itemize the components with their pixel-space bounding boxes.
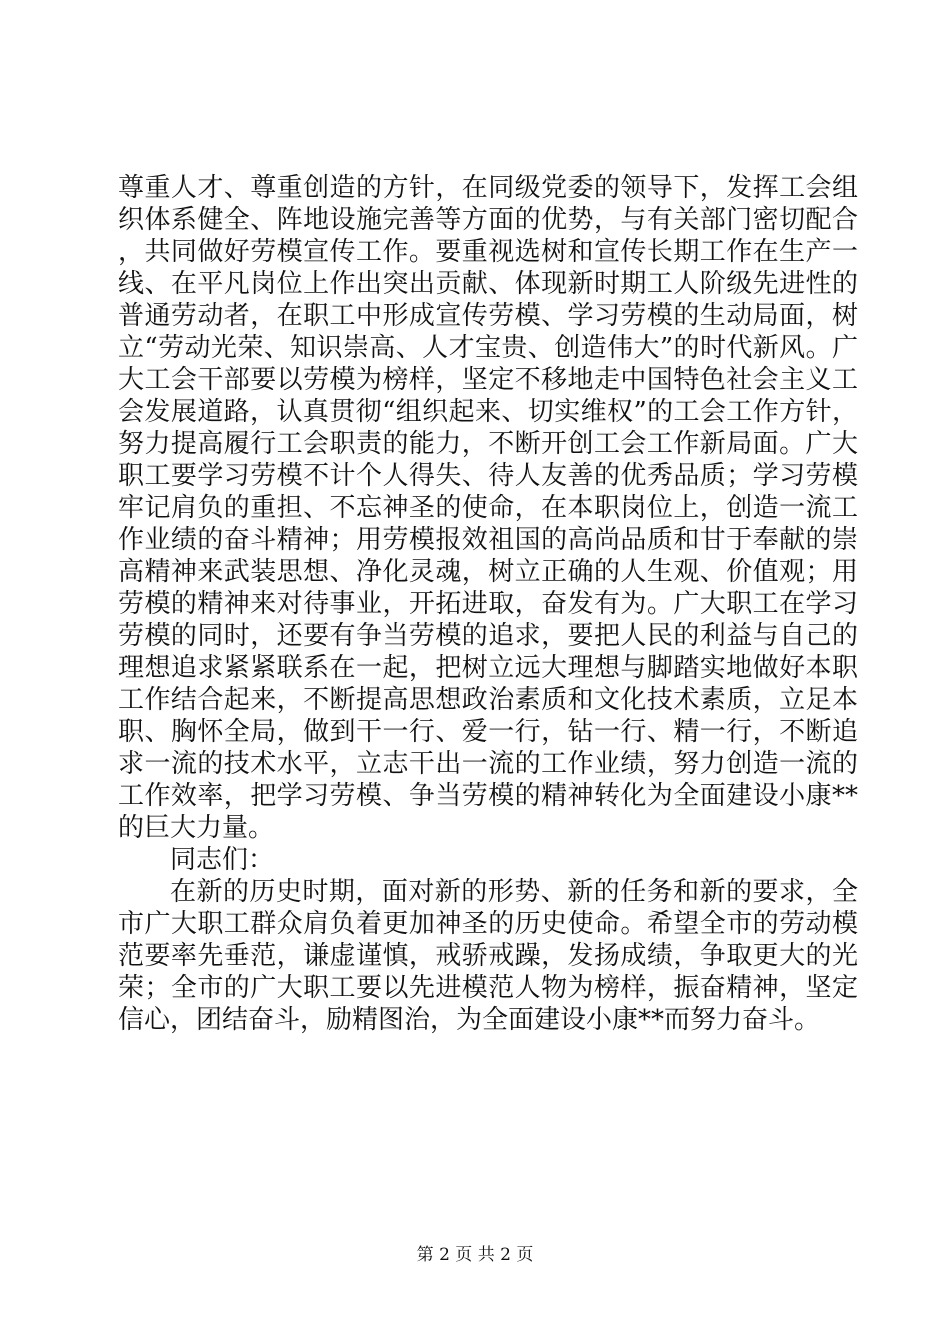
paragraph-salutation: 同志们： [170, 845, 275, 875]
paragraph-closing: 在新的历史时期，面对新的形势、新的任务和新的要求，全市广大职工群众肩负着更加神圣的历史使命。希望全市的劳动模范要率先垂范，谦虚谨慎，戒骄戒躁，发扬成绩，争取更大的光荣；全市的广大职工要以先进模范人物为榜样，振奋精神，坚定信心，团结奋斗，励精图治，为全面建设小康**而努力奋斗。 [118, 877, 858, 1035]
document-body [118, 172, 858, 1036]
paragraph-continuation: 尊重人才、尊重创造的方针，在同级党委的领导下，发挥工会组织体系健全、阵地设施完善等方面的优势，与有关部门密切配合，共同做好劳模宣传工作。要重视选树和宣传长期工作在生产一线、在平凡岗位上作出突出贡献、体现新时期工人阶级先进性的普通劳动者，在职工中形成宣传劳模、学习劳模的生动局面，树立“劳动光荣、知识崇高、人才宝贵、创造伟大”的时代新风。广大工会干部要以劳模为榜样，坚定不移地走中国特色社会主义工会发展道路，认真贯彻“组织起来、切实维权”的工会工作方针，努力提高履行工会职责的能力，不断开创工会工作新局面。广大职工要学习劳模不计个人得失、待人友善的优秀品质；学习劳模牢记肩负的重担、不忘神圣的使命，在本职岗位上，创造一流工作业绩的奋斗精神；用劳模报效祖国的高尚品质和甘于奉献的崇高精神来武装思想、净化灵魂，树立正确的人生观、价值观；用劳模的精神来对待事业，开拓进取，奋发有为。广大职工在学习劳模的同时，还要有争当劳模的追求，要把人民的利益与自己的理想追求紧紧联系在一起，把树立远大理想与脚踏实地做好本职工作结合起来，不断提高思想政治素质和文化技术素质，立足本职、胸怀全局，做到干一行、爱一行，钻一行、精一行，不断追求一流的技术水平，立志干出一流的工作业绩，努力创造一流的工作效率，把学习劳模、争当劳模的精神转化为全面建设小康**的巨大力量。 [118, 173, 858, 843]
page-footer: 第 2 页 共 2 页 [416, 1245, 534, 1265]
